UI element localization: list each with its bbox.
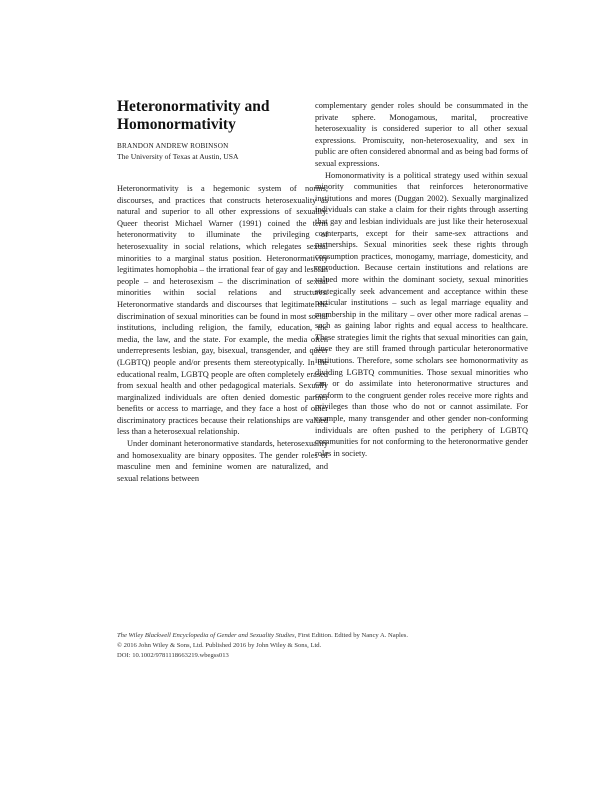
left-column bbox=[117, 183, 328, 484]
copyright-line: © 2016 John Wiley & Sons, Ltd. Published 2016 by John Wiley & Sons, Ltd. bbox=[117, 642, 322, 649]
citation-footer bbox=[117, 631, 528, 661]
journal-title: The Wiley Blackwell Encyclopedia of Gender and Sexuality Studies bbox=[117, 632, 295, 639]
right-paragraph-1: complementary gender roles should be consummated in the private sphere. Monogamous, marital, procreative heterosexuality is considered superior to all other sexual expressions. Promiscuity, non-heterosexuality, and sex in public are often considered abnormal and as being bad forms of sexual expressions. bbox=[315, 101, 528, 168]
journal-citation bbox=[117, 631, 528, 641]
right-paragraph-2: Homonormativity is a political strategy used within sexual minority communities that reinforces heteronormative institutions and mores (Duggan 2002). Sexually marginalized individuals can stake a claim for their rights through asserting that gay and lesbian individuals are just like their heterosexual counterparts, except for their same-sex attractions and partnerships. Sexual minorities seek these rights through consumption practices, monogamy, marriage, domesticity, and reproduction. Because certain institutions and relations are valued more within the dominant society, sexual minorities strategically seek advancement and acceptance within these particular institutions – such as legal marriage equality and membership in the military – over other more radical arenas – such as gaining labor rights and equal access to healthcare. These strategies limit the rights that sexual minorities can gain, since they are still framed through particular heteronormative institutions. Therefore, some scholars see homonormativity as dividing LGBTQ communities. Those sexual minorities who can or do assimilate into heteronormative structures and conform to the congruent gender roles receive more rights and privileges than those who do not or cannot assimilate. For example, many transgender and other gender non-conforming individuals are often pushed to the periphery of LGBTQ communities for not conforming to the heteronormative gender roles in society. bbox=[315, 170, 528, 458]
title-line-2: Homonormativity bbox=[117, 116, 236, 133]
right-column bbox=[315, 100, 528, 459]
title-line-1: Heteronormativity and bbox=[117, 98, 270, 115]
doi-line: DOI: 10.1002/9781118663219.wbegss013 bbox=[117, 652, 229, 659]
author-name: BRANDON ANDREW ROBINSON bbox=[117, 142, 229, 150]
author-affiliation: The University of Texas at Austin, USA bbox=[117, 152, 239, 161]
left-paragraph-1: Heteronormativity is a hegemonic system of norms, discourses, and practices that constructs heterosexuality as natural and superior to all other expressions of sexuality. Queer theorist Michael Warner (1991) coined the term heteronormativity to illuminate the privileging of heterosexuality in social relations, which relegates sexual minorities to a marginal status position. Heteronormativity legitimates homophobia – the irrational fear of gay and lesbian people – and heterosexism – the discrimination of sexual minorities within social relations and structures. Heteronormative standards and discourses that legitimate the discrimination of sexual minorities can be found in most social institutions, including religion, the family, education, the media, the law, and the state. For example, the media often underrepresents lesbian, gay, bisexual, transgender, and queer (LGBTQ) people and/or presents them stereotypically. In the educational realm, LGBTQ people are often completely erased from sexual health and other pedagogical materials. Sexually marginalized individuals are often denied domestic partner benefits or access to marriage, and they face a host of other discriminatory practices because their relationships are valued less than a heterosexual relationship. bbox=[117, 184, 328, 437]
left-paragraph-2: Under dominant heteronormative standards, heterosexuality and homosexuality are binary opposites. The gender roles of masculine men and feminine women are naturalized, and sexual relations between bbox=[117, 439, 328, 483]
article-title bbox=[117, 98, 328, 134]
article-header bbox=[117, 98, 328, 162]
journal-edition: , First Edition. Edited by Nancy A. Naples. bbox=[294, 632, 408, 639]
